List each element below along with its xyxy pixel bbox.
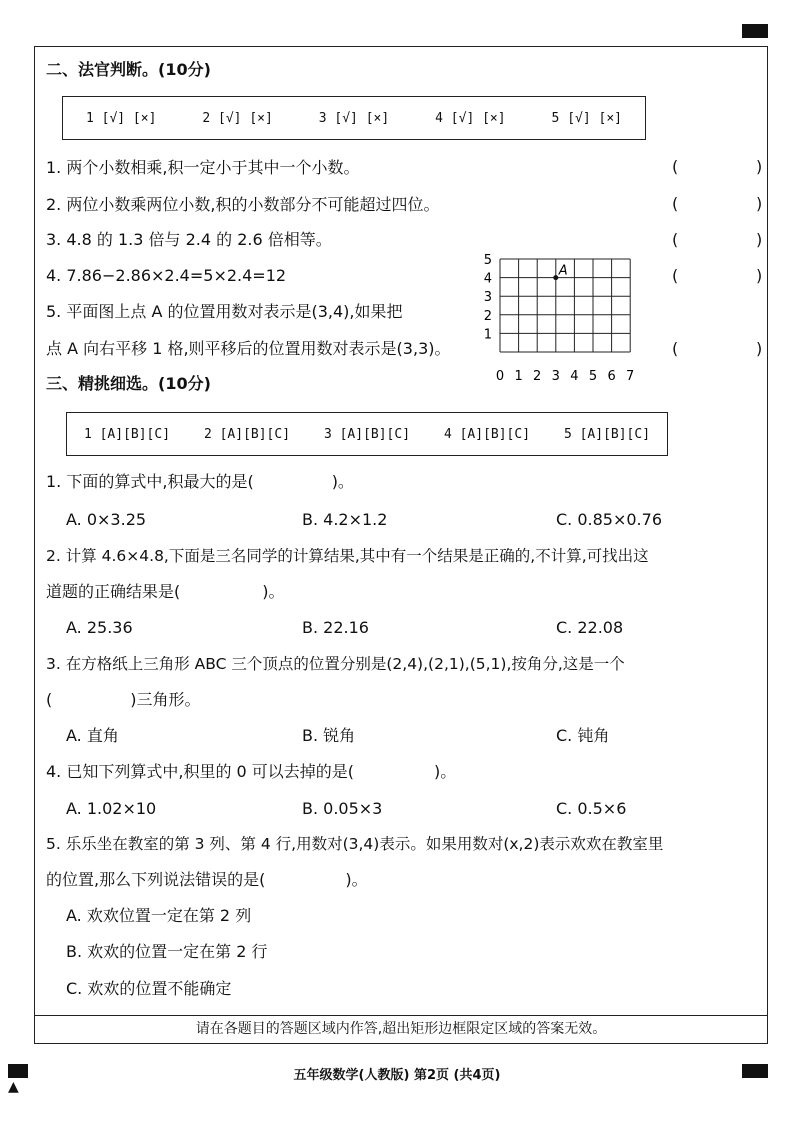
answer-option-2[interactable]: 2 [A][B][C] <box>203 426 291 442</box>
y-tick-label: 2 <box>483 308 492 324</box>
answer-option-5[interactable]: 5 [A][B][C] <box>563 426 651 442</box>
judge-question-5: 5. 平面图上点 A 的位置用数对表示是(3,4),如果把 <box>46 302 403 321</box>
triangle-marker-icon: ▲ <box>8 1079 19 1095</box>
choice-question-4: 4. 已知下列算式中,积里的 0 可以去掉的是( )。 <box>46 762 457 781</box>
corner-marker <box>742 24 768 38</box>
answer-option-3[interactable]: 3 [√] [×] <box>318 110 390 126</box>
x-tick-label: 7 <box>626 369 635 384</box>
option-a: A. 1.02×10 <box>66 799 157 818</box>
option-b: B. 0.05×3 <box>302 799 383 818</box>
point-a-label: A <box>558 263 568 279</box>
section2-answer-box <box>62 96 646 140</box>
answer-option-1[interactable]: 1 [√] [×] <box>85 110 157 126</box>
answer-option-4[interactable]: 4 [A][B][C] <box>443 426 531 442</box>
option-a: A. 欢欢位置一定在第 2 列 <box>66 906 252 925</box>
answer-paren-open: ( <box>672 157 679 176</box>
answer-option-5[interactable]: 5 [√] [×] <box>551 110 622 126</box>
option-b: B. 锐角 <box>302 726 356 745</box>
answer-option-3[interactable]: 3 [A][B][C] <box>323 426 411 442</box>
x-tick-label: 3 <box>551 369 560 384</box>
point-a <box>553 275 558 280</box>
y-tick-label: 1 <box>483 327 492 343</box>
y-tick-label: 3 <box>483 290 492 306</box>
x-tick-label: 4 <box>570 369 579 384</box>
footer-notice: 请在各题目的答题区域内作答,超出矩形边框限定区域的答案无效。 <box>35 1015 767 1043</box>
page-label: 五年级数学(人教版) 第2页 (共4页) <box>293 1068 501 1083</box>
answer-paren-close: ) <box>756 194 763 213</box>
section3-heading: 三、精挑细选。(10分) <box>46 374 211 393</box>
section3-answer-box <box>66 412 668 456</box>
option-b: B. 4.2×1.2 <box>302 510 388 529</box>
coordinate-grid <box>480 253 650 392</box>
answer-paren-close: ) <box>756 266 763 285</box>
judge-question-2: 2. 两位小数乘两位小数,积的小数部分不可能超过四位。 <box>46 195 440 214</box>
option-a: A. 25.36 <box>66 618 133 637</box>
option-c: C. 0.85×0.76 <box>556 510 662 529</box>
answer-option-2[interactable]: 2 [√] [×] <box>202 110 273 126</box>
x-tick-label: 1 <box>514 369 523 384</box>
choice-question-1: 1. 下面的算式中,积最大的是( )。 <box>46 472 354 491</box>
option-c: C. 欢欢的位置不能确定 <box>66 979 232 998</box>
answer-paren-open: ( <box>672 266 679 285</box>
answer-option-1[interactable]: 1 [A][B][C] <box>83 426 171 442</box>
judge-question-1: 1. 两个小数相乘,积一定小于其中一个小数。 <box>46 158 360 177</box>
choice-question-2-cont: 道题的正确结果是( )。 <box>46 582 285 601</box>
option-a: A. 直角 <box>66 726 119 745</box>
judge-question-5-cont: 点 A 向右平移 1 格,则平移后的位置用数对表示是(3,3)。 <box>46 339 451 358</box>
answer-paren-close: ) <box>756 339 763 358</box>
option-c: C. 钝角 <box>556 726 610 745</box>
x-tick-label: 2 <box>533 369 542 384</box>
option-b: B. 22.16 <box>302 618 369 637</box>
option-b: B. 欢欢的位置一定在第 2 行 <box>66 942 268 961</box>
choice-question-3: 3. 在方格纸上三角形 ABC 三个顶点的位置分别是(2,4),(2,1),(5,1),按角分,这是一个 <box>46 655 625 673</box>
x-tick-label: 6 <box>607 369 616 384</box>
choice-question-5: 5. 乐乐坐在教室的第 3 列、第 4 行,用数对(3,4)表示。如果用数对(x,2)表示欢欢在教室里 <box>46 835 664 853</box>
answer-paren-open: ( <box>672 194 679 213</box>
judge-question-3: 3. 4.8 的 1.3 倍与 2.4 的 2.6 倍相等。 <box>46 230 332 249</box>
answer-option-4[interactable]: 4 [√] [×] <box>435 110 506 126</box>
judge-question-4: 4. 7.86−2.86×2.4=5×2.4=12 <box>46 266 287 285</box>
y-tick-label: 4 <box>483 271 492 287</box>
choice-question-5-cont: 的位置,那么下列说法错误的是( )。 <box>46 870 368 889</box>
x-tick-label: 0 <box>495 369 505 384</box>
answer-paren-close: ) <box>756 157 763 176</box>
y-tick-label: 5 <box>483 253 492 268</box>
section2-heading: 二、法官判断。(10分) <box>46 60 211 79</box>
choice-question-2: 2. 计算 4.6×4.8,下面是三名同学的计算结果,其中有一个结果是正确的,不计算,可找出这 <box>46 547 649 565</box>
answer-paren-open: ( <box>672 339 679 358</box>
option-a: A. 0×3.25 <box>66 510 147 529</box>
answer-paren-close: ) <box>756 230 763 249</box>
x-tick-label: 5 <box>588 369 598 384</box>
choice-question-3-cont: ( )三角形。 <box>46 690 201 709</box>
answer-paren-open: ( <box>672 230 679 249</box>
option-c: C. 22.08 <box>556 618 624 637</box>
option-c: C. 0.5×6 <box>556 799 627 818</box>
